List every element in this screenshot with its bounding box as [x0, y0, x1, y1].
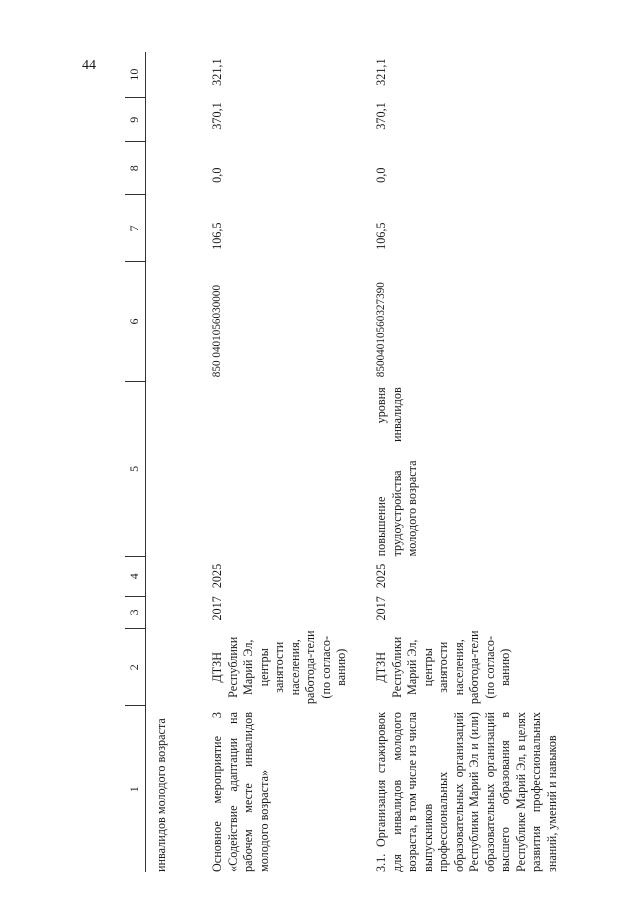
value-cell: 0,0	[210, 167, 224, 183]
value-cell	[146, 142, 201, 195]
value-cell: 370,1	[210, 102, 224, 130]
result-cell	[200, 381, 368, 556]
executor-cell: ДТЗН Республики Марий Эл, центры занятости населения, работода-тели (по согласо-ванию)	[374, 630, 512, 705]
table-header-row	[125, 52, 146, 872]
end-year-cell: 2025	[210, 563, 224, 589]
header-cell: 9	[125, 98, 146, 142]
value-cell: 0,0	[374, 167, 388, 183]
start-year-cell: 2017	[374, 596, 388, 621]
value-cell: 106,5	[210, 222, 224, 250]
header-cell: 4	[125, 556, 146, 596]
page-number: 44	[82, 58, 96, 73]
result-cell: повышение уровня трудоустройства инвалидов молодого возраста	[374, 387, 419, 557]
header-cell: 6	[125, 262, 146, 381]
header-cell: 2	[125, 629, 146, 706]
value-cell: 370,1	[374, 102, 388, 130]
rotated-table-area	[125, 52, 559, 872]
header-cell: 5	[125, 381, 146, 556]
budget-table	[125, 52, 560, 872]
value-cell	[146, 52, 201, 98]
result-cell	[146, 381, 201, 556]
budget-code-cell: 850 0401056030000	[211, 284, 223, 378]
value-cell: 321,1	[210, 58, 224, 86]
table-row	[200, 52, 368, 872]
header-cell: 3	[125, 596, 146, 628]
value-cell	[146, 195, 201, 262]
start-year-cell	[146, 596, 201, 628]
header-cell: 1	[127, 786, 142, 793]
executor-cell: ДТЗН Республики Марий Эл, центры занятости населения, работода-тели (по согласо-ванию)	[210, 630, 348, 705]
table-row	[146, 52, 201, 872]
value-cell: 321,1	[374, 58, 388, 86]
executor-cell	[146, 629, 201, 706]
value-cell: 106,5	[374, 222, 388, 250]
header-cell: 10	[125, 52, 146, 98]
table-row	[368, 52, 560, 872]
budget-code-cell	[146, 262, 201, 381]
end-year-cell: 2025	[374, 563, 388, 589]
activity-name-cell: Основное мероприятие 3 «Содействие адаптации на рабочем месте инвалидов молодого возраста»	[210, 712, 271, 872]
activity-name-cell: 3.1. Организация стажировок для инвалидов молодого возраста, в том числе из числа выпускников профессиональных образовательных организаций Республики Марий Эл и (или) образовательных организаций высшего образования в Республике Марий Эл, в целях развития профессиональных знаний, умений и навыков	[374, 712, 559, 872]
start-year-cell: 2017	[210, 596, 224, 621]
activity-name-cell: инвалидов молодого возраста	[154, 718, 168, 872]
value-cell	[146, 98, 201, 142]
header-cell: 7	[125, 195, 146, 262]
end-year-cell	[146, 556, 201, 596]
budget-code-cell: 85004010560327390	[375, 282, 387, 378]
header-cell: 8	[125, 142, 146, 195]
